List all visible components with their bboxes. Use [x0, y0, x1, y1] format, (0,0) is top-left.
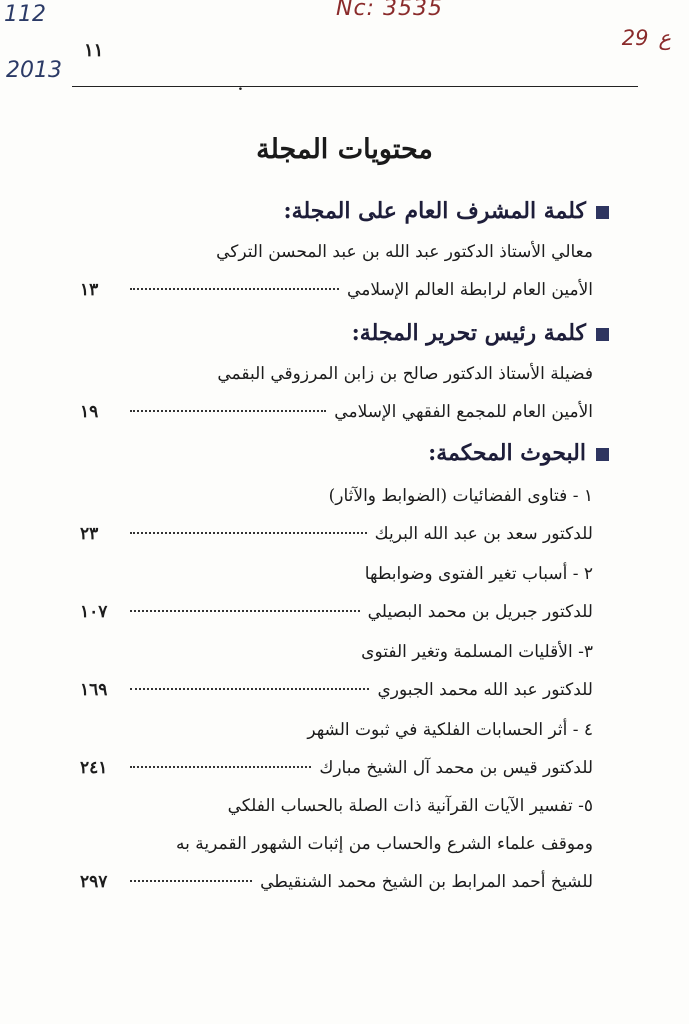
- editor-position: الأمين العام للمجمع الفقهي الإسلامي: [334, 402, 593, 422]
- research-title-2: ٢ - أسباب تغير الفتوى وضوابطها: [364, 564, 593, 584]
- research-entry-5: [80, 872, 593, 898]
- research-author-5: للشيخ أحمد المرابط بن الشيخ محمد الشنقيطي: [260, 872, 593, 892]
- dot-leader: [130, 610, 360, 612]
- section-heading-research: [428, 440, 609, 466]
- handwritten-number: 112: [4, 2, 46, 27]
- research-title-3: ٣- الأقليات المسلمة وتغير الفتوى: [361, 642, 593, 662]
- editor-entry: [80, 402, 593, 428]
- handwritten-right-code: 29: [621, 26, 649, 50]
- page-number: ١٩: [80, 402, 99, 422]
- research-entry-3: [80, 680, 593, 706]
- supervisor-name: معالي الأستاذ الدكتور عبد الله بن عبد المحسن التركي: [216, 242, 593, 262]
- page-number: ١٣: [80, 280, 99, 300]
- research-title-1: ١ - فتاوى الفضائيات (الضوابط والآثار): [328, 486, 593, 506]
- page-number: ٢٣: [80, 524, 99, 544]
- section-heading-supervisor: [284, 198, 609, 224]
- handwritten-right-letter: ع: [658, 26, 671, 50]
- dot-leader: [130, 532, 367, 534]
- header-rule: [72, 86, 638, 87]
- research-author-3: للدكتور عبد الله محمد الجبوري: [377, 680, 593, 700]
- dot-leader: [130, 880, 252, 882]
- research-title-5-cont: وموقف علماء الشرع والحساب من إثبات الشهور القمرية به: [176, 834, 593, 854]
- handwritten-year: 2013: [6, 58, 62, 83]
- research-entry-2: [80, 602, 593, 628]
- research-entry-4: [80, 758, 593, 784]
- header-page-number: ١١: [84, 40, 104, 61]
- square-bullet-icon: [596, 206, 609, 219]
- research-author-2: للدكتور جبريل بن محمد البصيلي: [367, 602, 593, 622]
- section-heading-editor: [352, 320, 609, 346]
- supervisor-position: الأمين العام لرابطة العالم الإسلامي: [347, 280, 593, 300]
- square-bullet-icon: [596, 448, 609, 461]
- handwritten-code: Nc: 3535: [336, 0, 443, 21]
- page-number: ٢٩٧: [80, 872, 108, 892]
- dot-leader: [130, 410, 326, 412]
- research-title-4: ٤ - أثر الحسابات الفلكية في ثبوت الشهر: [307, 720, 593, 740]
- dot-leader: [130, 688, 369, 690]
- research-author-4: للدكتور قيس بن محمد آل الشيخ مبارك: [319, 758, 593, 778]
- research-entry-1: [80, 524, 593, 550]
- section-heading-text: كلمة المشرف العام على المجلة:: [283, 198, 586, 224]
- research-title-5: ٥- تفسير الآيات القرآنية ذات الصلة بالحساب الفلكي: [227, 796, 593, 816]
- page-number: ١٠٧: [80, 602, 108, 622]
- supervisor-entry: [80, 280, 593, 306]
- page-number: ٢٤١: [80, 758, 108, 778]
- header-mark: .: [238, 78, 243, 94]
- handwritten-right-note: [612, 26, 671, 50]
- page-title: محتويات المجلة: [256, 134, 433, 165]
- research-author-1: للدكتور سعد بن عبد الله البريك: [374, 524, 593, 544]
- section-heading-text: كلمة رئيس تحرير المجلة:: [351, 320, 586, 346]
- page-number: ١٦٩: [80, 680, 108, 700]
- section-heading-text: البحوث المحكمة:: [428, 440, 586, 466]
- editor-name: فضيلة الأستاذ الدكتور صالح بن زابن المرزوقي البقمي: [217, 364, 593, 384]
- dot-leader: [130, 766, 311, 768]
- dot-leader: [130, 288, 339, 290]
- square-bullet-icon: [596, 328, 609, 341]
